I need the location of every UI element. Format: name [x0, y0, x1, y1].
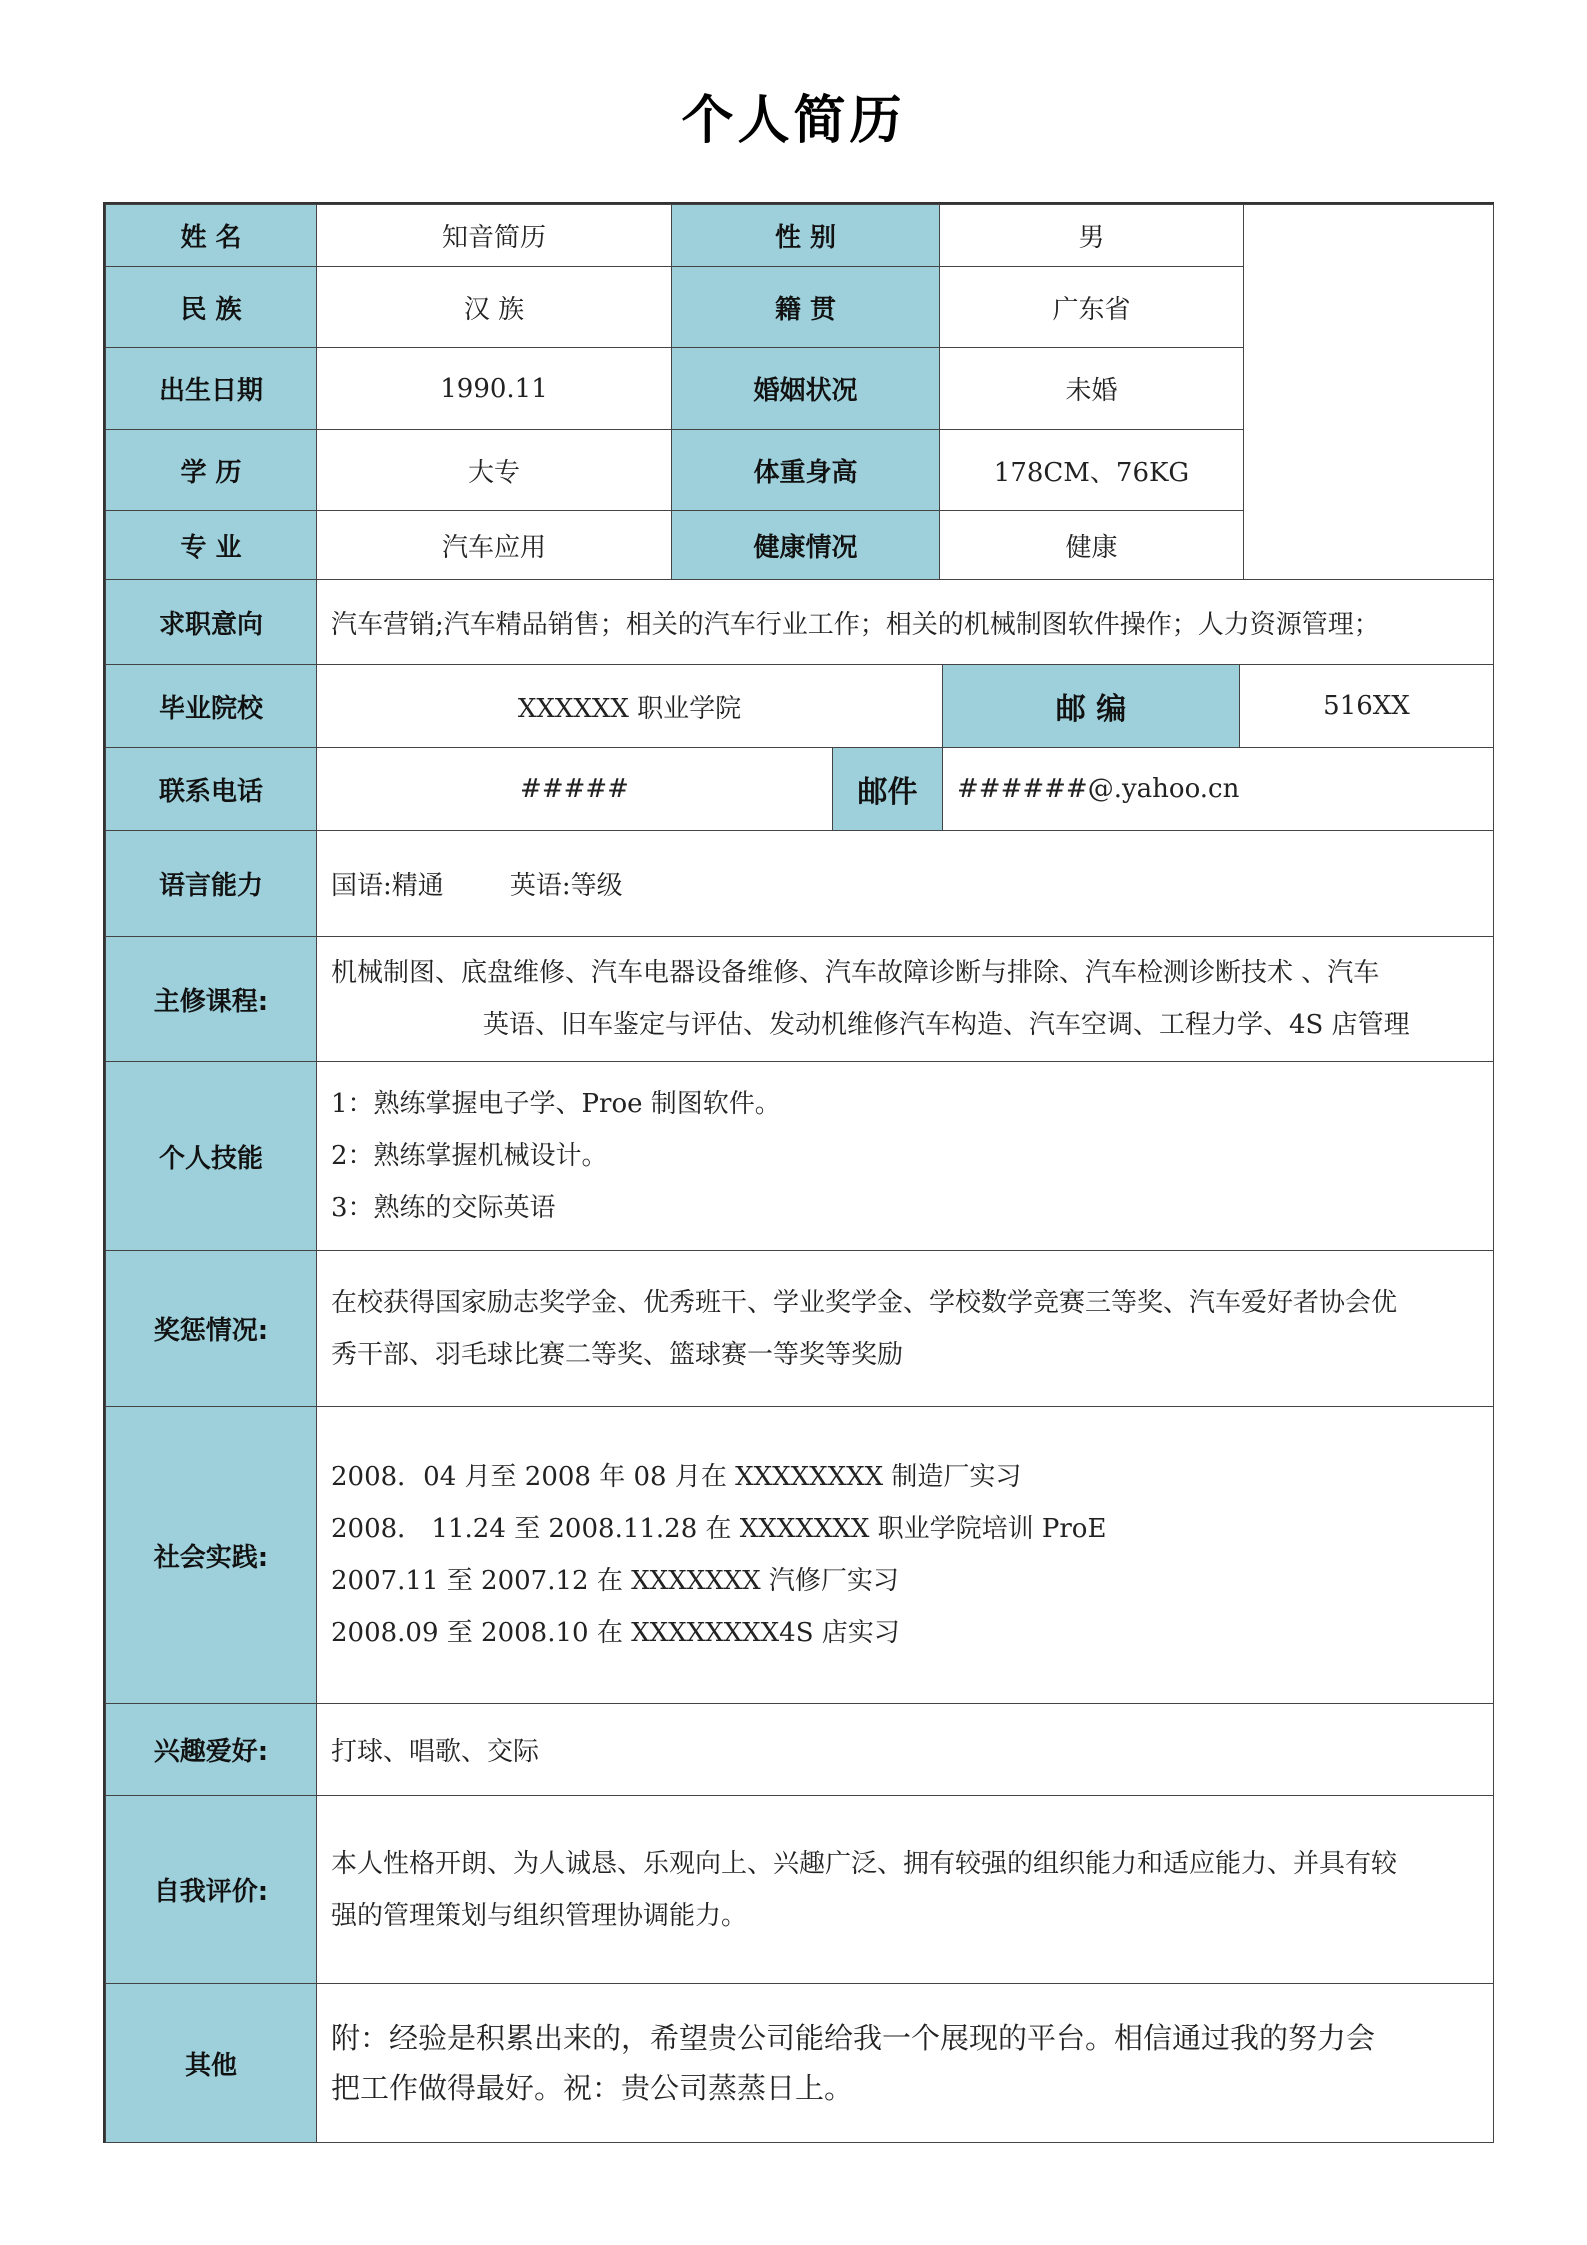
- birth-value: 1990.11: [316, 347, 672, 430]
- self-eval-value: [316, 1795, 1494, 1984]
- school-value: XXXXXX 职业学院: [316, 664, 943, 748]
- education-value: 大专: [316, 429, 672, 511]
- name-value: 知音简历: [316, 204, 672, 267]
- self-eval-line: 强的管理策划与组织管理协调能力。: [331, 1900, 748, 1931]
- other-line: 把工作做得最好。祝：贵公司蒸蒸日上。: [331, 2071, 854, 2105]
- ethnicity-value: 汉 族: [316, 266, 672, 348]
- other-line: 附：经验是积累出来的，希望贵公司能给我一个展现的平台。相信通过我的努力会: [331, 2021, 1376, 2055]
- hometown-label: 籍 贯: [671, 266, 940, 348]
- gender-value: 男: [939, 204, 1244, 267]
- hobbies-value: 打球、唱歌、交际: [316, 1703, 1494, 1796]
- awards-line: 在校获得国家励志奖学金、优秀班干、学业奖学金、学校数学竞赛三等奖、汽车爱好者协会优: [331, 1287, 1398, 1318]
- name-label: 姓 名: [105, 204, 317, 267]
- practice-item: 2008． 11.24 至 2008.11.28 在 XXXXXXX 职业学院培训 ProE: [331, 1514, 1107, 1544]
- skills-value: [316, 1061, 1494, 1251]
- phone-label: 联系电话: [105, 747, 317, 831]
- practice-item: 2008．04 月至 2008 年 08 月在 XXXXXXXX 制造厂实习: [331, 1462, 1022, 1492]
- resume-table: [103, 202, 1494, 2143]
- intent-value: 汽车营销;汽车精品销售；相关的汽车行业工作；相关的机械制图软件操作；人力资源管理；: [316, 579, 1494, 665]
- email-label: 邮件: [832, 747, 943, 831]
- education-label: 学 历: [105, 429, 317, 511]
- courses-line: 英语、旧车鉴定与评估、发动机维修汽车构造、汽车空调、工程力学、4S 店管理: [483, 1010, 1410, 1040]
- marital-label: 婚姻状况: [671, 347, 940, 430]
- skill-item: 2：熟练掌握机械设计。: [331, 1141, 608, 1171]
- zip-label: 邮 编: [942, 664, 1240, 748]
- health-value: 健康: [939, 510, 1244, 580]
- school-label: 毕业院校: [105, 664, 317, 748]
- marital-value: 未婚: [939, 347, 1244, 430]
- awards-value: [316, 1250, 1494, 1407]
- courses-line: 机械制图、底盘维修、汽车电器设备维修、汽车故障诊断与排除、汽车检测诊断技术 、汽车: [331, 958, 1380, 988]
- email-value: ######@.yahoo.cn: [942, 747, 1494, 831]
- courses-label: 主修课程:: [105, 936, 317, 1062]
- major-value: 汽车应用: [316, 510, 672, 580]
- skills-label: 个人技能: [105, 1061, 317, 1251]
- practice-value: [316, 1406, 1494, 1704]
- intent-label: 求职意向: [105, 579, 317, 665]
- major-label: 专 业: [105, 510, 317, 580]
- gender-label: 性 别: [671, 204, 940, 267]
- courses-value: [316, 936, 1494, 1062]
- awards-label: 奖惩情况:: [105, 1250, 317, 1407]
- self-eval-label: 自我评价:: [105, 1795, 317, 1984]
- skill-item: 3：熟练的交际英语: [331, 1193, 556, 1223]
- birth-label: 出生日期: [105, 347, 317, 430]
- hobbies-label: 兴趣爱好:: [105, 1703, 317, 1796]
- practice-label: 社会实践:: [105, 1406, 317, 1704]
- body-label: 体重身高: [671, 429, 940, 511]
- zip-value: 516XX: [1239, 664, 1494, 748]
- practice-item: 2008.09 至 2008.10 在 XXXXXXXX4S 店实习: [331, 1618, 900, 1648]
- self-eval-line: 本人性格开朗、为人诚恳、乐观向上、兴趣广泛、拥有较强的组织能力和适应能力、并具有较: [331, 1848, 1398, 1879]
- phone-value: #####: [316, 747, 833, 831]
- other-label: 其他: [105, 1983, 317, 2143]
- other-value: [316, 1983, 1494, 2143]
- body-value: 178CM、76KG: [939, 429, 1244, 511]
- language-value: 国语:精通 英语:等级: [316, 830, 1494, 937]
- practice-item: 2007.11 至 2007.12 在 XXXXXXX 汽修厂实习: [331, 1566, 899, 1596]
- awards-line: 秀干部、羽毛球比赛二等奖、篮球赛一等奖等奖励: [331, 1339, 904, 1370]
- page-title: 个人简历: [681, 91, 906, 151]
- ethnicity-label: 民 族: [105, 266, 317, 348]
- skill-item: 1：熟练掌握电子学、Proe 制图软件。: [331, 1089, 781, 1119]
- health-label: 健康情况: [671, 510, 940, 580]
- language-label: 语言能力: [105, 830, 317, 937]
- hometown-value: 广东省: [939, 266, 1244, 348]
- photo-placeholder: [1243, 204, 1494, 580]
